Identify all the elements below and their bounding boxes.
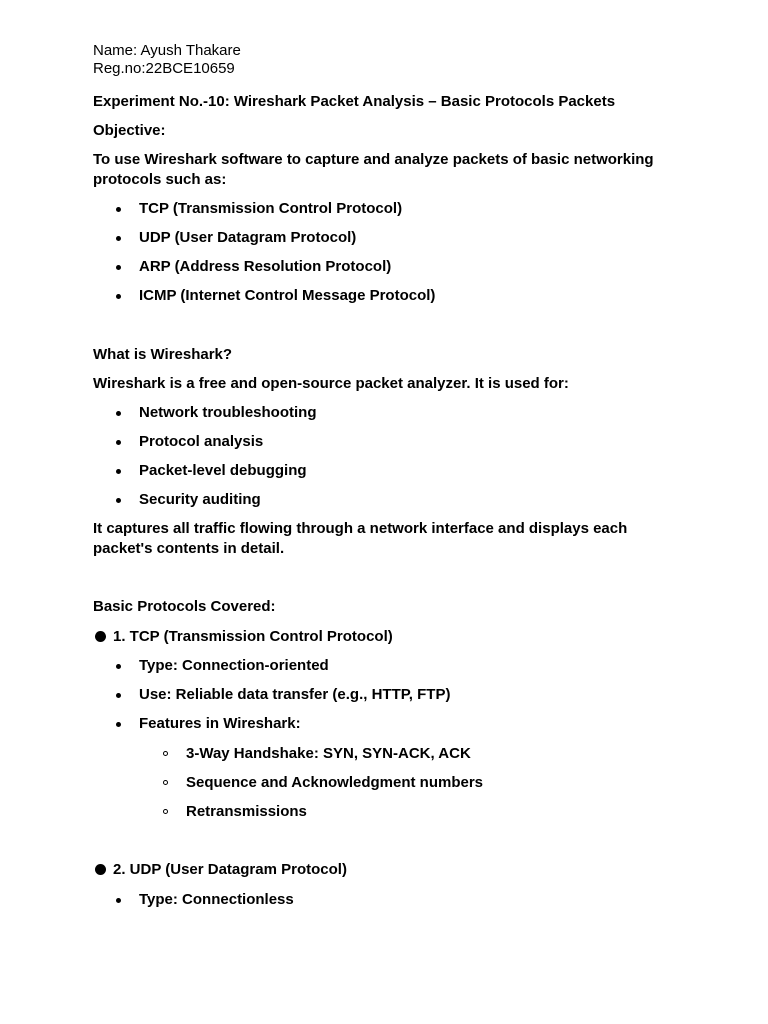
bullet-icon (116, 693, 121, 698)
registration-number: Reg.no:22BCE10659 (93, 60, 235, 77)
what-is-summary-line-1: It captures all traffic flowing through a network interface and displays each (93, 520, 628, 537)
list-item-text: ICMP (Internet Control Message Protocol) (139, 287, 436, 304)
bullet-icon (116, 440, 121, 445)
basic-protocols-heading: Basic Protocols Covered: (93, 598, 276, 615)
hollow-bullet-icon (163, 809, 168, 814)
list-item-text: UDP (User Datagram Protocol) (139, 229, 357, 246)
experiment-title: Experiment No.-10: Wireshark Packet Analysis – Basic Protocols Packets (93, 93, 616, 110)
list-item-text: Type: Connection-oriented (139, 657, 329, 674)
bullet-icon (116, 265, 121, 270)
large-bullet-icon (95, 864, 106, 875)
bullet-icon (116, 236, 121, 241)
bullet-icon (116, 411, 121, 416)
sub-list-item-text: 3-Way Handshake: SYN, SYN-ACK, ACK (186, 745, 471, 762)
list-item-text: Type: Connectionless (139, 891, 294, 908)
list-item-text: Use: Reliable data transfer (e.g., HTTP, FTP) (139, 686, 451, 703)
what-is-summary-line-2: packet's contents in detail. (93, 540, 285, 557)
what-is-intro: Wireshark is a free and open-source packet analyzer. It is used for: (93, 375, 569, 392)
objective-text-line-2: protocols such as: (93, 171, 227, 188)
sub-list-item-text: Sequence and Acknowledgment numbers (186, 774, 484, 791)
bullet-icon (116, 898, 121, 903)
student-name: Name: Ayush Thakare (93, 42, 241, 59)
tcp-title-text: 1. TCP (Transmission Control Protocol) (113, 628, 393, 645)
list-item-text: Packet-level debugging (139, 462, 307, 479)
list-item-text: Security auditing (139, 491, 261, 508)
bullet-icon (116, 294, 121, 299)
list-item-text: TCP (Transmission Control Protocol) (139, 200, 403, 217)
udp-title-text: 2. UDP (User Datagram Protocol) (113, 861, 347, 878)
list-item-text: Features in Wireshark: (139, 715, 301, 732)
list-item-text: ARP (Address Resolution Protocol) (139, 258, 392, 275)
what-is-heading: What is Wireshark? (93, 346, 233, 363)
hollow-bullet-icon (163, 780, 168, 785)
bullet-icon (116, 664, 121, 669)
hollow-bullet-icon (163, 751, 168, 756)
sub-list-item-text: Retransmissions (186, 803, 307, 820)
list-item-text: Protocol analysis (139, 433, 264, 450)
bullet-icon (116, 722, 121, 727)
bullet-icon (116, 207, 121, 212)
bullet-icon (116, 498, 121, 503)
objective-heading: Objective: (93, 122, 166, 139)
list-item-text: Network troubleshooting (139, 404, 317, 421)
large-bullet-icon (95, 631, 106, 642)
bullet-icon (116, 469, 121, 474)
objective-text-line-1: To use Wireshark software to capture and analyze packets of basic networking (93, 151, 654, 168)
